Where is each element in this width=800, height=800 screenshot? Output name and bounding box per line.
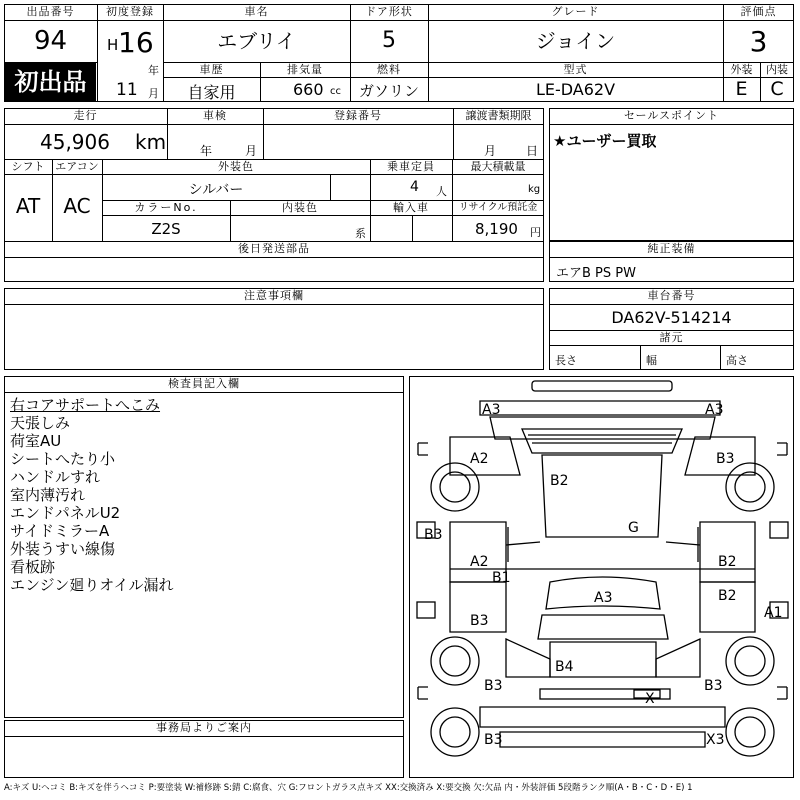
- equipment-text: エアB PS PW: [556, 266, 636, 281]
- damage-mark: B3: [484, 732, 503, 748]
- inspection-month-unit: 月: [245, 144, 258, 158]
- inspector-note: 外装うすい線傷: [10, 540, 116, 558]
- specs-label: 諸元: [659, 331, 684, 344]
- damage-diagram: [409, 376, 794, 778]
- color-no-value: Z2S: [151, 220, 181, 238]
- year-unit: 年: [148, 64, 159, 77]
- grade-label: グレード: [551, 5, 600, 18]
- car-name: エブリイ: [217, 29, 296, 53]
- damage-mark: B3: [716, 451, 735, 467]
- history-label: 車歴: [199, 63, 224, 76]
- ext-color-label: 外装色: [218, 160, 254, 173]
- damage-mark: G: [628, 520, 639, 536]
- damage-mark: B2: [550, 473, 569, 489]
- inspector-note: エンジン廻りオイル漏れ: [10, 576, 174, 594]
- interior-label: 内装: [766, 63, 788, 76]
- damage-marks: [424, 402, 782, 748]
- shift-label: シフト: [11, 160, 45, 173]
- car-outline-diagram: [410, 377, 795, 779]
- first-reg-month: 11: [116, 80, 138, 100]
- capacity-value: 4: [410, 179, 419, 195]
- ext-color-value: シルバー: [188, 182, 244, 198]
- damage-mark: B2: [718, 554, 737, 570]
- load-label: 最大積載量: [470, 160, 526, 173]
- import-label: 輸入車: [393, 201, 429, 214]
- damage-mark: A3: [705, 402, 724, 418]
- door-label: ドア形状: [365, 5, 413, 18]
- fuel-value: ガソリン: [358, 82, 419, 100]
- model-value: LE-DA62V: [535, 80, 616, 99]
- first-reg-year: 16: [118, 26, 154, 59]
- inspector-note: 室内薄汚れ: [10, 486, 86, 504]
- chassis-label: 車台番号: [647, 289, 696, 302]
- mileage-value: 45,906: [40, 130, 110, 154]
- width-label: 幅: [646, 354, 657, 367]
- damage-mark: A2: [470, 554, 489, 570]
- length-label: 長さ: [555, 354, 577, 367]
- equipment-label: 純正装備: [647, 242, 696, 255]
- mileage-label: 走行: [73, 109, 98, 122]
- interior-grade: C: [770, 78, 784, 100]
- exterior-label: 外装: [730, 63, 753, 76]
- sales-point-text: ★ユーザー買取: [553, 132, 657, 150]
- damage-mark: B2: [718, 588, 737, 604]
- office-label: 事務局よりご案内: [156, 721, 252, 734]
- inspector-note: シートへたり小: [10, 450, 116, 468]
- recycle-label: リサイクル預託金: [458, 202, 538, 213]
- month-unit: 月: [148, 87, 159, 100]
- era: H: [107, 36, 119, 54]
- caution-label: 注意事項欄: [244, 289, 304, 302]
- int-color-unit: 系: [355, 227, 366, 240]
- later-parts-label: 後日発送部品: [238, 242, 310, 255]
- damage-mark: B3: [470, 613, 489, 629]
- damage-mark: B4: [555, 659, 574, 675]
- ac-label: エアコン: [55, 160, 99, 173]
- sales-point-block: [549, 108, 794, 241]
- inspector-note: 右コアサポートへこみ: [10, 396, 161, 414]
- displacement-unit: cc: [330, 86, 341, 97]
- inspector-note: 看板跡: [10, 558, 56, 576]
- score-label: 評価点: [740, 5, 777, 18]
- shift-value: AT: [15, 194, 41, 218]
- damage-mark: A2: [470, 451, 489, 467]
- grade-value: ジョイン: [535, 29, 616, 53]
- inspector-note: サイドミラーA: [10, 522, 110, 540]
- inspector-label: 検査員記入欄: [168, 377, 240, 390]
- chassis-number: DA62V-514214: [611, 308, 732, 327]
- ac-value: AC: [63, 194, 91, 218]
- damage-mark: B1: [492, 570, 511, 586]
- score-value: 3: [749, 25, 768, 58]
- damage-mark: X: [645, 691, 655, 707]
- load-unit: kg: [528, 184, 541, 195]
- capacity-label: 乗車定員: [387, 160, 435, 173]
- inspector-note: エンドパネルU2: [10, 504, 121, 522]
- displacement-value: 660: [293, 80, 324, 99]
- reg-number-label: 登録番号: [334, 109, 382, 122]
- history-value: 自家用: [187, 83, 236, 102]
- damage-mark: B3: [424, 527, 443, 543]
- damage-mark: B3: [704, 678, 723, 694]
- fuel-label: 燃料: [377, 63, 401, 76]
- inspector-note: 天張しみ: [10, 414, 71, 432]
- first-listing-badge: 初出品: [5, 63, 96, 101]
- inspector-note: 荷室AU: [10, 432, 62, 450]
- damage-mark: B3: [484, 678, 503, 694]
- displacement-label: 排気量: [287, 63, 323, 76]
- transfer-month-unit: 月: [484, 144, 497, 158]
- damage-mark: A3: [482, 402, 501, 418]
- capacity-unit: 人: [436, 185, 447, 198]
- transfer-doc-label: 譲渡書類期限: [465, 109, 532, 122]
- damage-mark: A1: [764, 605, 783, 621]
- lot-number: 94: [33, 26, 68, 56]
- color-no-label: カラーNo.: [134, 201, 198, 214]
- door-count: 5: [382, 28, 396, 53]
- height-label: 高さ: [726, 354, 748, 367]
- inspection-year-unit: 年: [200, 144, 213, 158]
- damage-mark: A3: [594, 590, 613, 606]
- legend-text: A:キズ U:ヘコミ B:キズを伴うヘコミ P:要塗装 W:補修跡 S:錆 C:腐食、穴 G:フロントガラス点キズ XX:交換済み X:要交換 欠:欠品 内・外装評価 5段階ランク順(A・B・C・D・E) 1: [4, 783, 693, 793]
- sales-point-label: セールスポイント: [623, 109, 719, 122]
- exterior-grade: E: [735, 78, 748, 100]
- mileage-unit: km: [135, 130, 167, 154]
- inspector-note: ハンドルすれ: [10, 468, 101, 486]
- lot-label: 出品番号: [26, 5, 75, 18]
- car-name-label: 車名: [244, 5, 269, 18]
- inspection-label: 車検: [203, 109, 227, 122]
- damage-mark: X3: [706, 732, 725, 748]
- recycle-value: 8,190: [475, 220, 518, 238]
- model-label: 型式: [563, 63, 588, 76]
- transfer-day-unit: 日: [526, 144, 539, 158]
- int-color-label: 内装色: [282, 201, 318, 214]
- first-reg-label: 初度登録: [106, 5, 154, 18]
- recycle-unit: 円: [530, 226, 541, 239]
